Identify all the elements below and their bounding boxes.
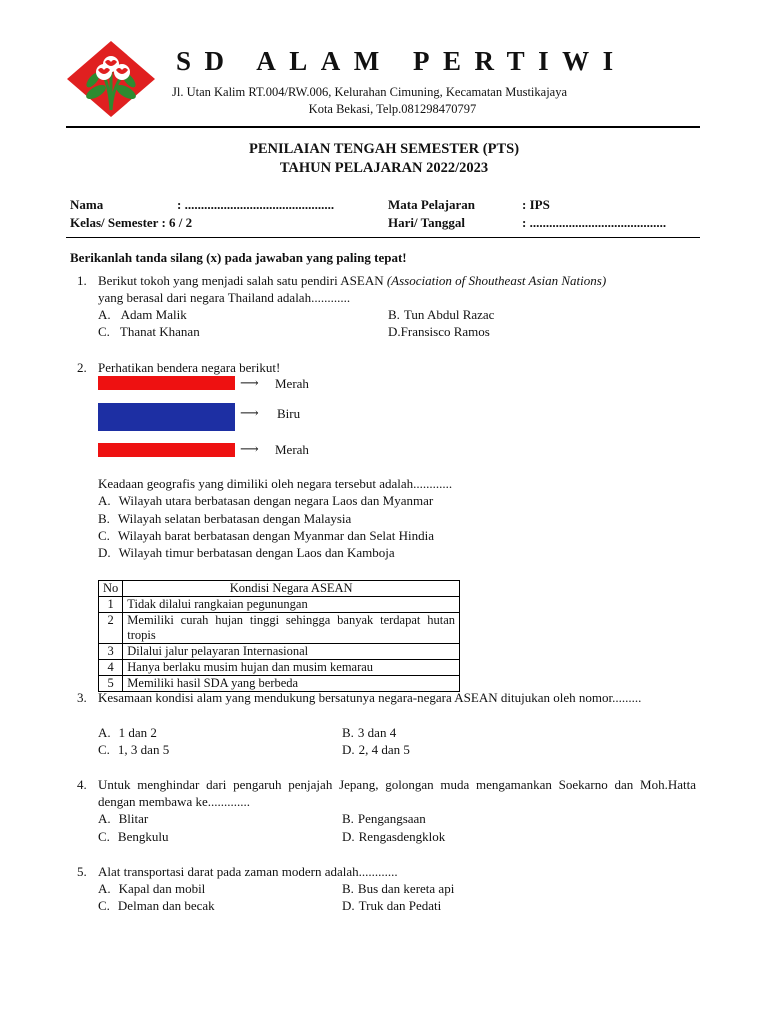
q3-option-c[interactable] <box>98 741 169 758</box>
q4-option-b[interactable] <box>342 810 426 827</box>
q1-option-b[interactable] <box>388 306 494 323</box>
option-text: Wilayah selatan berbatasan dengan Malaysia <box>117 511 352 526</box>
table-cell-no: 3 <box>99 644 123 660</box>
table-cell-no: 4 <box>99 660 123 676</box>
instruction: Berikanlah tanda silang (x) pada jawaban yang paling tepat! <box>70 250 407 265</box>
table-cell-text: Hanya berlaku musim hujan dan musim kemarau <box>123 660 460 676</box>
school-address-line1: Jl. Utan Kalim RT.004/RW.006, Kelurahan Cimuning, Kecamatan Mustikajaya <box>172 85 568 99</box>
option-letter: B. <box>342 881 354 896</box>
kondisi-table <box>98 580 460 692</box>
q2-option-a[interactable] <box>98 492 433 509</box>
flag-label-bottom: Merah <box>275 442 309 457</box>
option-text: Truk dan Pedati <box>358 898 442 913</box>
identity-divider <box>66 237 700 238</box>
school-name: SD ALAM PERTIWI <box>176 46 627 76</box>
option-text: Bengkulu <box>117 829 169 844</box>
option-letter: D. <box>342 742 355 757</box>
option-letter: B. <box>342 725 354 740</box>
option-text: Thanat Khanan <box>119 324 200 339</box>
option-letter: D. <box>98 545 111 560</box>
q4-text: Untuk menghindar dari pengaruh penjajah Jepang, golongan muda mengamankan Soekarno dan Moh.Hatta dengan membawa ke............. <box>98 777 696 809</box>
q2-option-b[interactable] <box>98 510 351 527</box>
table-cell-text: Tidak dilalui rangkaian pegunungan <box>123 597 460 613</box>
table-header-no: No <box>99 581 123 597</box>
option-text: Wilayah utara berbatasan dengan negara Laos dan Myanmar <box>118 493 434 508</box>
q1-text-italic: (Association of Shoutheast Asian Nations) <box>386 273 607 288</box>
q5-option-a[interactable] <box>98 880 205 897</box>
option-letter: C. <box>98 898 110 913</box>
table-cell-text: Memiliki curah hujan tinggi sehingga banyak terdapat hutan tropis <box>123 613 460 644</box>
exam-title: PENILAIAN TENGAH SEMESTER (PTS) <box>248 141 520 157</box>
q1-number: 1. <box>77 273 87 288</box>
q4-option-a[interactable] <box>98 810 148 827</box>
header-divider <box>66 126 700 128</box>
q4-number: 4. <box>77 777 87 792</box>
option-text: Blitar <box>118 811 149 826</box>
arrow-icon: ⟶ <box>240 441 259 456</box>
q5-option-c[interactable] <box>98 897 215 914</box>
mapel-label: Mata Pelajaran <box>388 197 476 212</box>
address-line2-text: Kota Bekasi, Telp.081298470797 <box>308 102 477 116</box>
q3-number: 3. <box>77 690 87 705</box>
table-cell-no: 2 <box>99 613 123 644</box>
flag-stripe-red-bottom <box>98 443 235 457</box>
option-letter: B. <box>342 811 354 826</box>
option-text: Tun Abdul Razac <box>403 307 495 322</box>
option-text: Kapal dan mobil <box>118 881 206 896</box>
table-header-kondisi: Kondisi Negara ASEAN <box>123 581 460 597</box>
option-letter: A. <box>98 307 111 322</box>
q5-option-b[interactable] <box>342 880 454 897</box>
flag-stripe-blue <box>98 403 235 431</box>
table-cell-text: Dilalui jalur pelayaran Internasional <box>123 644 460 660</box>
q1-text <box>98 272 606 289</box>
flag-stripe-red-top <box>98 376 235 390</box>
option-letter: A. <box>98 493 111 508</box>
q3-option-b[interactable] <box>342 724 396 741</box>
option-text: Rengasdengklok <box>358 829 446 844</box>
option-letter: C. <box>98 742 110 757</box>
q5-option-d[interactable] <box>342 897 441 914</box>
option-text: 1, 3 dan 5 <box>117 742 170 757</box>
table-cell-no: 5 <box>99 676 123 692</box>
option-letter: D. <box>342 898 355 913</box>
q1-text-a: Berikut tokoh yang menjadi salah satu pendiri ASEAN <box>98 273 387 288</box>
q1-text-b: yang berasal dari negara Thailand adalah............ <box>98 290 351 305</box>
option-letter: B. <box>98 511 110 526</box>
q2-text: Perhatikan bendera negara berikut! <box>98 360 281 375</box>
option-letter: C. <box>98 324 110 339</box>
option-text: Wilayah barat berbatasan dengan Myanmar dan Selat Hindia <box>117 528 434 543</box>
table-cell-text: Memiliki hasil SDA yang berbeda <box>123 676 460 692</box>
q2-question: Keadaan geografis yang dimiliki oleh negara tersebut adalah............ <box>98 476 453 491</box>
q1-option-c[interactable] <box>98 323 200 340</box>
option-letter: A. <box>98 725 111 740</box>
nama-field[interactable]: : .............................................. <box>177 197 335 212</box>
option-text: Fransisco Ramos <box>400 324 490 339</box>
flag-label-top: Merah <box>275 376 309 391</box>
q1-option-a[interactable] <box>98 306 187 323</box>
option-letter: D. <box>388 324 401 339</box>
option-letter: C. <box>98 528 110 543</box>
table-row <box>99 644 460 660</box>
arrow-icon: ⟶ <box>240 375 259 390</box>
table-row <box>99 660 460 676</box>
flag-label-middle: Biru <box>277 406 301 421</box>
option-letter: C. <box>98 829 110 844</box>
q3-text: Kesamaan kondisi alam yang mendukung bersatunya negara-negara ASEAN ditujukan oleh nomor......... <box>98 690 642 705</box>
q5-text: Alat transportasi darat pada zaman modern adalah............ <box>98 864 398 879</box>
option-text: 3 dan 4 <box>357 725 397 740</box>
q2-option-c[interactable] <box>98 527 434 544</box>
option-text: Pengangsaan <box>357 811 426 826</box>
table-row <box>99 613 460 644</box>
q4-option-d[interactable] <box>342 828 445 845</box>
hari-label: Hari/ Tanggal <box>388 215 465 230</box>
table-row <box>99 597 460 613</box>
hari-field[interactable]: : .......................................... <box>522 215 667 230</box>
exam-year: TAHUN PELAJARAN 2022/2023 <box>279 160 489 176</box>
kelas-semester: Kelas/ Semester : 6 / 2 <box>70 215 193 230</box>
option-letter: D. <box>342 829 355 844</box>
q3-option-a[interactable] <box>98 724 157 741</box>
option-text: 1 dan 2 <box>118 725 157 740</box>
option-letter: B. <box>388 307 400 322</box>
option-text: 2, 4 dan 5 <box>358 742 410 757</box>
option-text: Wilayah timur berbatasan dengan Laos dan Kamboja <box>118 545 395 560</box>
option-text: Adam Malik <box>120 307 187 322</box>
q2-number: 2. <box>77 360 87 375</box>
table-header-row <box>99 581 460 597</box>
mapel-value: : IPS <box>522 197 550 212</box>
q4-option-c[interactable] <box>98 828 168 845</box>
q2-option-d[interactable] <box>98 544 395 561</box>
option-letter: A. <box>98 811 111 826</box>
table-cell-no: 1 <box>99 597 123 613</box>
nama-label: Nama <box>70 197 104 212</box>
option-text: Delman dan becak <box>117 898 215 913</box>
option-letter: A. <box>98 881 111 896</box>
option-text: Bus dan kereta api <box>357 881 455 896</box>
arrow-icon: ⟶ <box>240 405 259 420</box>
q3-option-d[interactable] <box>342 741 410 758</box>
q5-number: 5. <box>77 864 87 879</box>
q1-option-d[interactable] <box>388 323 490 340</box>
school-address-line2 <box>0 102 768 117</box>
